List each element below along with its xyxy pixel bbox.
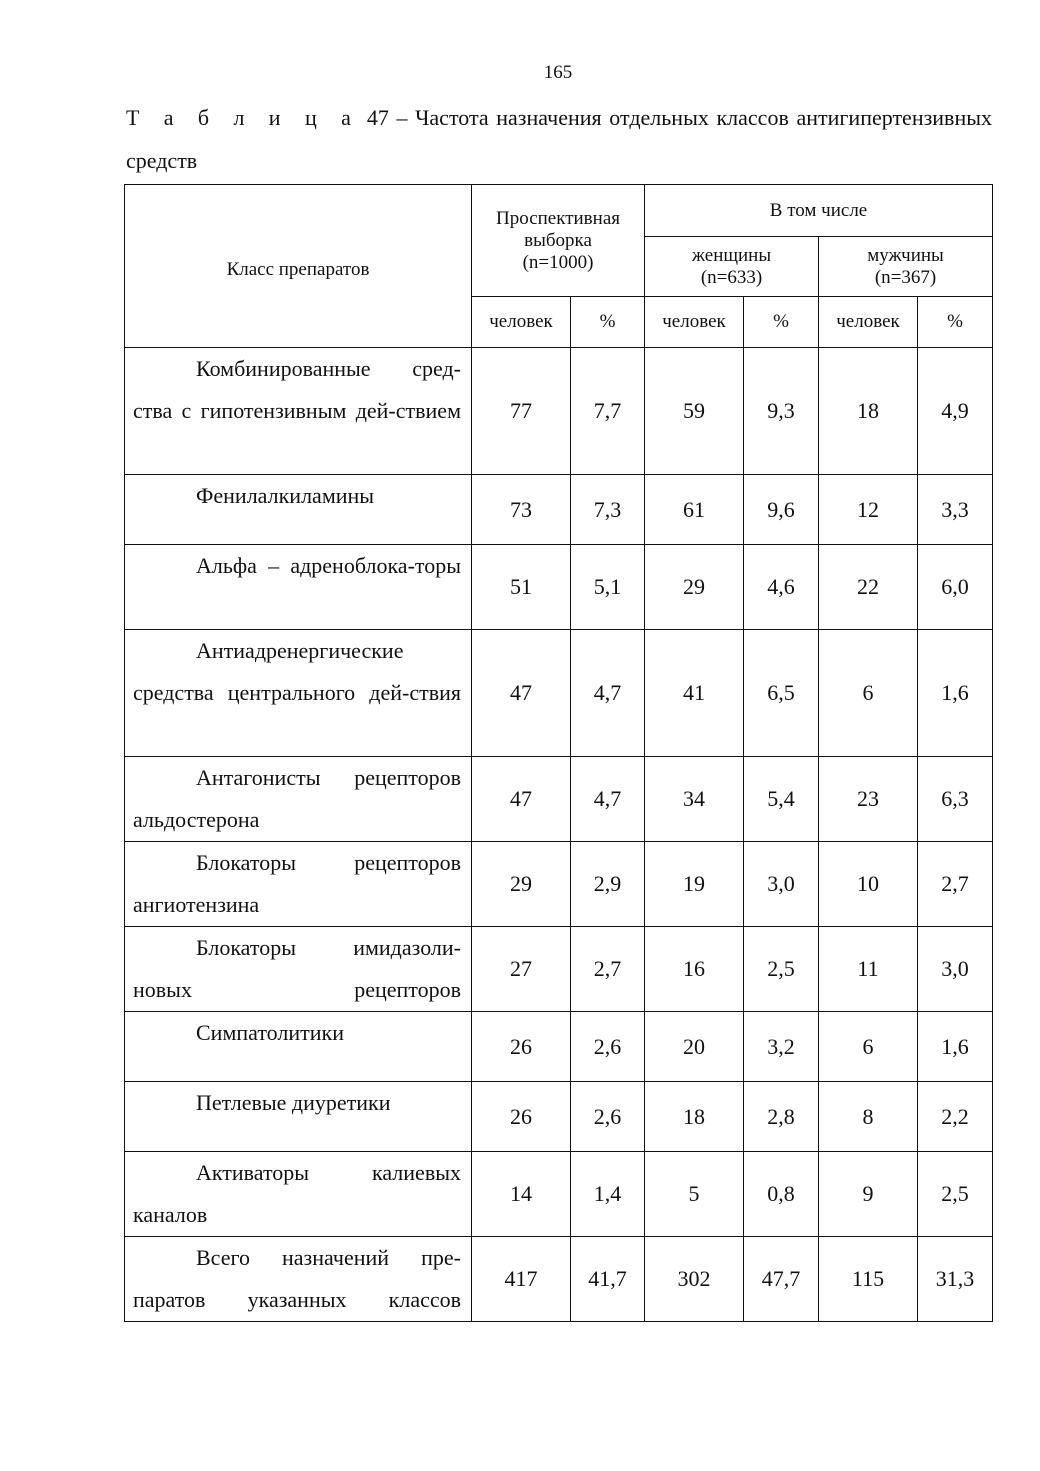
cell-percent: 1,4 xyxy=(571,1152,645,1237)
table-row xyxy=(125,630,993,757)
cell-count: 34 xyxy=(645,757,744,842)
cell-count: 47 xyxy=(472,630,571,757)
cell-percent: 6,5 xyxy=(744,630,819,757)
cell-percent: 41,7 xyxy=(571,1237,645,1322)
table-row xyxy=(125,1012,993,1082)
cell-percent: 7,3 xyxy=(571,475,645,545)
cell-percent: 47,7 xyxy=(744,1237,819,1322)
cell-percent: 4,7 xyxy=(571,757,645,842)
cell-count: 14 xyxy=(472,1152,571,1237)
cell-percent: 31,3 xyxy=(918,1237,993,1322)
page-number: 165 xyxy=(543,62,573,83)
row-class-name: Антиадренергические средства центрального дей-ствия xyxy=(125,630,472,757)
cell-count: 47 xyxy=(472,757,571,842)
cell-count: 59 xyxy=(645,348,744,475)
cell-percent: 5,1 xyxy=(571,545,645,630)
cell-percent: 4,9 xyxy=(918,348,993,475)
cell-count: 302 xyxy=(645,1237,744,1322)
table-row xyxy=(125,1152,993,1237)
cell-count: 18 xyxy=(819,348,918,475)
cell-percent: 2,6 xyxy=(571,1012,645,1082)
cell-percent: 9,3 xyxy=(744,348,819,475)
cell-count: 8 xyxy=(819,1082,918,1152)
cell-percent: 3,3 xyxy=(918,475,993,545)
caption-text: 47 – Частота назначения отдельных классов антигипертензивных средств xyxy=(126,105,992,173)
cell-count: 77 xyxy=(472,348,571,475)
cell-percent: 6,3 xyxy=(918,757,993,842)
cell-count: 12 xyxy=(819,475,918,545)
cell-percent: 3,0 xyxy=(918,927,993,1012)
cell-count: 20 xyxy=(645,1012,744,1082)
cell-percent: 9,6 xyxy=(744,475,819,545)
cell-percent: 5,4 xyxy=(744,757,819,842)
header-including: В том числе xyxy=(645,185,993,237)
cell-percent: 2,6 xyxy=(571,1082,645,1152)
header-people: человек xyxy=(472,297,571,348)
cell-count: 417 xyxy=(472,1237,571,1322)
cell-count: 26 xyxy=(472,1012,571,1082)
row-class-name: Всего назначений пре-паратов указанных классов xyxy=(125,1237,472,1322)
cell-count: 29 xyxy=(645,545,744,630)
row-class-name: Антагонисты рецепторов альдостерона xyxy=(125,757,472,842)
table-row xyxy=(125,1082,993,1152)
cell-count: 9 xyxy=(819,1152,918,1237)
table-row xyxy=(125,1237,993,1322)
cell-count: 51 xyxy=(472,545,571,630)
cell-count: 19 xyxy=(645,842,744,927)
cell-count: 5 xyxy=(645,1152,744,1237)
table-row xyxy=(125,842,993,927)
header-women: женщины (n=633) xyxy=(645,237,819,297)
cell-percent: 3,0 xyxy=(744,842,819,927)
table-row xyxy=(125,927,993,1012)
cell-count: 27 xyxy=(472,927,571,1012)
cell-percent: 1,6 xyxy=(918,1012,993,1082)
cell-count: 115 xyxy=(819,1237,918,1322)
cell-count: 73 xyxy=(472,475,571,545)
table-row xyxy=(125,545,993,630)
header-people: человек xyxy=(645,297,744,348)
cell-percent: 6,0 xyxy=(918,545,993,630)
cell-count: 18 xyxy=(645,1082,744,1152)
cell-percent: 2,5 xyxy=(744,927,819,1012)
row-class-name: Симпатолитики xyxy=(125,1012,472,1082)
cell-count: 6 xyxy=(819,1012,918,1082)
cell-percent: 0,8 xyxy=(744,1152,819,1237)
row-class-name: Петлевые диуретики xyxy=(125,1082,472,1152)
cell-count: 41 xyxy=(645,630,744,757)
row-class-name: Блокаторы имидазоли-новых рецепторов xyxy=(125,927,472,1012)
cell-count: 23 xyxy=(819,757,918,842)
cell-percent: 3,2 xyxy=(744,1012,819,1082)
cell-percent: 2,8 xyxy=(744,1082,819,1152)
cell-percent: 1,6 xyxy=(918,630,993,757)
header-people: человек xyxy=(819,297,918,348)
row-class-name: Фенилалкиламины xyxy=(125,475,472,545)
cell-percent: 7,7 xyxy=(571,348,645,475)
row-class-name: Альфа – адреноблока-торы xyxy=(125,545,472,630)
header-percent: % xyxy=(571,297,645,348)
cell-count: 11 xyxy=(819,927,918,1012)
cell-count: 6 xyxy=(819,630,918,757)
cell-count: 16 xyxy=(645,927,744,1012)
cell-percent: 2,7 xyxy=(571,927,645,1012)
cell-percent: 2,9 xyxy=(571,842,645,927)
row-class-name: Блокаторы рецепторов ангиотензина xyxy=(125,842,472,927)
header-class: Класс препаратов xyxy=(125,185,472,348)
cell-percent: 4,7 xyxy=(571,630,645,757)
table-row xyxy=(125,757,993,842)
cell-percent: 2,5 xyxy=(918,1152,993,1237)
table-row xyxy=(125,348,993,475)
table-caption xyxy=(126,96,992,182)
header-prospective: Проспективная выборка (n=1000) xyxy=(472,185,645,297)
header-percent: % xyxy=(918,297,993,348)
cell-percent: 4,6 xyxy=(744,545,819,630)
cell-count: 29 xyxy=(472,842,571,927)
row-class-name: Активаторы калиевых каналов xyxy=(125,1152,472,1237)
cell-count: 61 xyxy=(645,475,744,545)
row-class-name: Комбинированные сред-ства с гипотензивным дей-ствием xyxy=(125,348,472,475)
prescription-frequency-table xyxy=(124,184,993,1322)
cell-percent: 2,2 xyxy=(918,1082,993,1152)
cell-percent: 2,7 xyxy=(918,842,993,927)
header-men: мужчины (n=367) xyxy=(819,237,993,297)
cell-count: 22 xyxy=(819,545,918,630)
cell-count: 26 xyxy=(472,1082,571,1152)
cell-count: 10 xyxy=(819,842,918,927)
caption-label: Т а б л и ц а xyxy=(126,105,360,130)
table-row xyxy=(125,475,993,545)
header-percent: % xyxy=(744,297,819,348)
